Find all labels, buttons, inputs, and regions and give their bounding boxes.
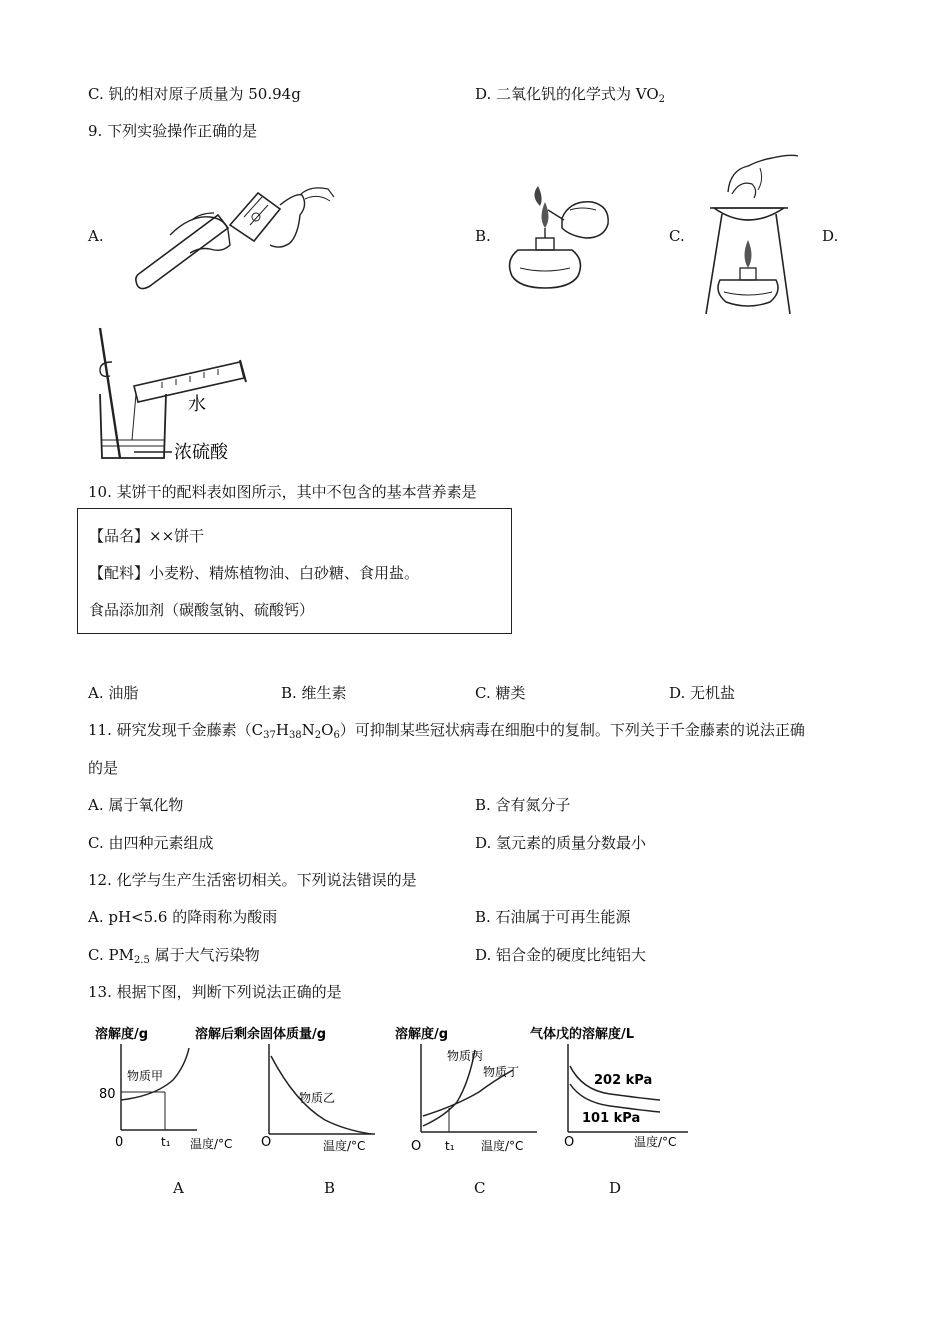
q12-option-b[interactable]: B. 石油属于可再生能源 bbox=[475, 908, 631, 926]
q11-h: H bbox=[275, 721, 289, 739]
q12-stem: 12. 化学与生产生活密切相关。下列说法错误的是 bbox=[88, 871, 417, 889]
q13-graph-c-ylabel: 溶解度/g bbox=[395, 1027, 449, 1042]
q13-graph-d bbox=[530, 1022, 695, 1157]
q11-sub-n: 2 bbox=[314, 730, 322, 741]
q10-ingredient-box bbox=[77, 508, 512, 634]
q9-figure-d-dilute-acid bbox=[92, 322, 257, 462]
q8-option-c[interactable]: C. 钒的相对原子质量为 50.94g bbox=[88, 85, 301, 103]
q9-label-a[interactable]: A. bbox=[88, 227, 104, 245]
q13-graph-d-curve1: 202 kPa bbox=[594, 1073, 653, 1088]
q13-graph-b bbox=[195, 1022, 385, 1157]
q13-caption-b[interactable]: B bbox=[324, 1179, 336, 1197]
q13-graph-b-ylabel: 溶解后剩余固体质量/g bbox=[195, 1027, 327, 1042]
q13-graph-d-ylabel: 气体戊的溶解度/L bbox=[530, 1027, 635, 1042]
q13-graph-c-curve1: 物质丙 bbox=[447, 1049, 484, 1063]
q12-option-c-pre: C. PM bbox=[88, 946, 134, 964]
q9-figure-d-water-label: 水 bbox=[188, 394, 206, 415]
q11-stem-line2: 的是 bbox=[88, 759, 119, 777]
q13-graph-a-xlabel: 温度/°C bbox=[190, 1137, 233, 1151]
q11-option-a[interactable]: A. 属于氧化物 bbox=[88, 796, 184, 814]
q11-o: O bbox=[321, 721, 334, 739]
q12-option-d[interactable]: D. 铝合金的硬度比纯铝大 bbox=[475, 946, 647, 964]
q8-option-d[interactable] bbox=[475, 83, 665, 105]
q10-option-c[interactable]: C. 糖类 bbox=[475, 684, 526, 702]
q13-graph-a-ymark: 80 bbox=[99, 1087, 116, 1102]
q9-stem: 9. 下列实验操作正确的是 bbox=[88, 122, 258, 140]
q11-option-c[interactable]: C. 由四种元素组成 bbox=[88, 834, 214, 852]
q9-label-d[interactable]: D. bbox=[822, 227, 839, 245]
q10-box-line1: 【品名】××饼干 bbox=[89, 527, 205, 545]
q13-caption-d[interactable]: D bbox=[609, 1179, 622, 1197]
q13-graph-c-xlabel: 温度/°C bbox=[481, 1139, 524, 1153]
q13-graph-a-curve: 物质甲 bbox=[127, 1069, 164, 1083]
q13-graph-d-origin: O bbox=[564, 1135, 575, 1150]
q12-option-c-sub: 2.5 bbox=[133, 955, 150, 966]
q12-option-c-post: 属于大气污染物 bbox=[149, 946, 260, 964]
q11-sub-c: 37 bbox=[263, 730, 276, 741]
q11-option-b[interactable]: B. 含有氮分子 bbox=[475, 796, 571, 814]
q13-graph-a-ylabel: 溶解度/g bbox=[95, 1027, 149, 1042]
q9-figure-c-evaporating-dish bbox=[700, 150, 800, 318]
q13-caption-a[interactable]: A bbox=[173, 1179, 184, 1197]
q11-n: N bbox=[301, 721, 315, 739]
q11-stem-pre: 11. 研究发现千金藤素（C bbox=[88, 721, 264, 739]
q13-graph-c-origin: O bbox=[411, 1139, 422, 1154]
q13-stem: 13. 根据下图，判断下列说法正确的是 bbox=[88, 983, 342, 1001]
q13-graph-c-xmark: t₁ bbox=[445, 1139, 455, 1153]
q9-label-c[interactable]: C. bbox=[669, 227, 685, 245]
q11-stem bbox=[88, 719, 805, 741]
q13-caption-c[interactable]: C bbox=[474, 1179, 486, 1197]
q10-option-a[interactable]: A. 油脂 bbox=[88, 684, 139, 702]
q10-stem: 10. 某饼干的配料表如图所示，其中不包含的基本营养素是 bbox=[88, 483, 477, 501]
q10-box-line2: 【配料】小麦粉、精炼植物油、白砂糖、食用盐。 bbox=[89, 564, 420, 582]
q13-graph-c-curve2: 物质丁 bbox=[483, 1065, 520, 1079]
q13-graph-c bbox=[395, 1022, 545, 1157]
q13-graph-b-origin: O bbox=[261, 1135, 272, 1150]
q9-label-b[interactable]: B. bbox=[475, 227, 491, 245]
q13-graph-a bbox=[95, 1022, 233, 1157]
q13-graph-a-xmark: t₁ bbox=[161, 1135, 171, 1149]
q9-figure-d-acid-label: 浓硫酸 bbox=[174, 442, 228, 463]
q11-sub-h: 38 bbox=[288, 730, 302, 741]
q13-graph-d-xlabel: 温度/°C bbox=[634, 1135, 677, 1149]
q12-option-c[interactable] bbox=[88, 944, 260, 966]
q10-option-b[interactable]: B. 维生素 bbox=[281, 684, 347, 702]
q10-box-line3: 食品添加剂（碳酸氢钠、硫酸钙） bbox=[89, 601, 315, 619]
q8-option-d-text: D. 二氧化钒的化学式为 VO bbox=[475, 85, 659, 103]
q10-option-d[interactable]: D. 无机盐 bbox=[669, 684, 736, 702]
q13-graph-a-origin: 0 bbox=[115, 1135, 124, 1150]
q9-figure-a-pour-liquid bbox=[130, 175, 340, 300]
q11-option-d[interactable]: D. 氢元素的质量分数最小 bbox=[475, 834, 647, 852]
q13-graph-b-curve: 物质乙 bbox=[299, 1091, 336, 1105]
q13-graph-b-xlabel: 温度/°C bbox=[323, 1139, 366, 1153]
q12-option-a[interactable]: A. pH<5.6 的降雨称为酸雨 bbox=[88, 908, 278, 926]
q11-stem-post: ）可抑制某些冠状病毒在细胞中的复制。下列关于千金藤素的说法正确 bbox=[339, 721, 805, 739]
q13-graph-d-curve2: 101 kPa bbox=[582, 1111, 641, 1126]
q8-option-d-sub: 2 bbox=[658, 94, 666, 105]
q11-sub-o: 6 bbox=[333, 730, 340, 741]
q9-figure-b-alcohol-lamp-lighting bbox=[500, 180, 615, 295]
